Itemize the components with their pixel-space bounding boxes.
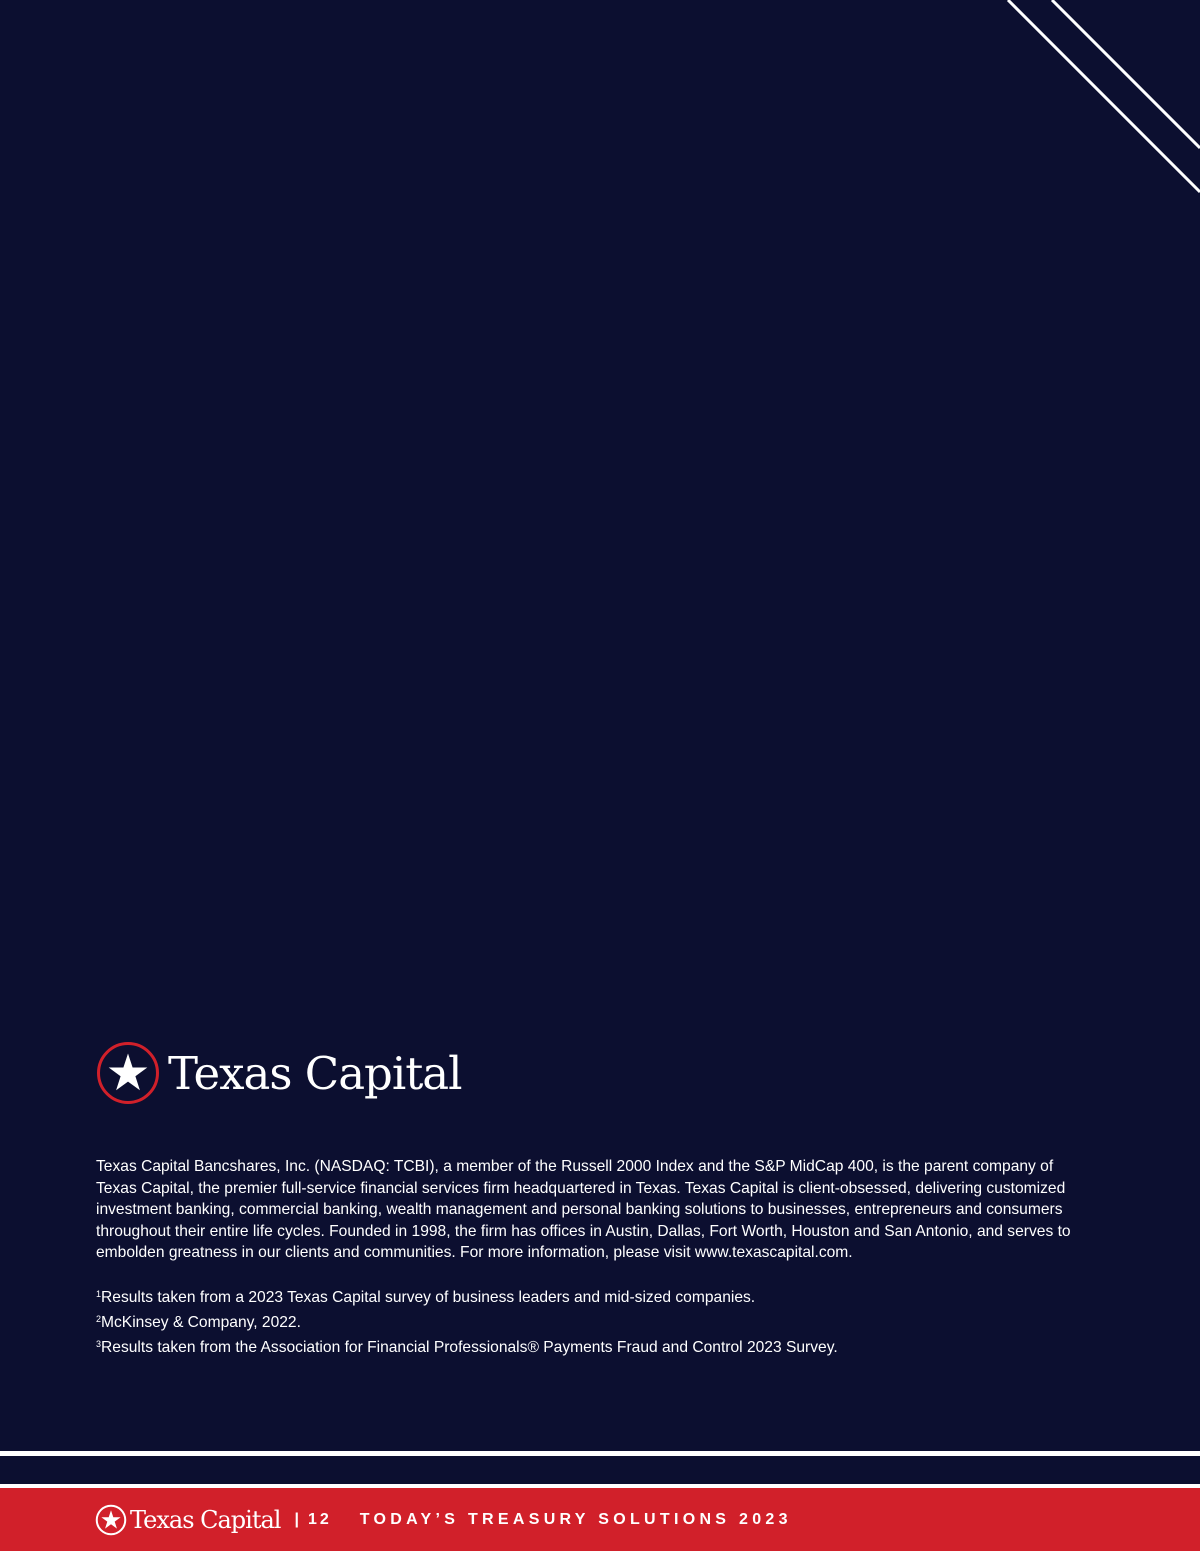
footnote-marker: 3	[96, 1338, 102, 1349]
logo-wordmark: Texas Capital	[168, 1046, 462, 1100]
footnotes	[96, 1284, 1096, 1358]
star-in-circle-icon	[96, 1041, 160, 1105]
footnote-1	[96, 1284, 1096, 1309]
footer-stripe-navy	[0, 1456, 1200, 1484]
publication-title: TODAY’S TREASURY SOLUTIONS 2023	[359, 1510, 792, 1528]
footnote-marker: 2	[96, 1313, 102, 1324]
footer-logo	[95, 1504, 280, 1536]
page-number: 12	[307, 1510, 332, 1528]
texas-capital-logo	[96, 1040, 462, 1106]
footnote-text: Results taken from a 2023 Texas Capital survey of business leaders and mid-sized companies.	[101, 1289, 756, 1306]
star-in-circle-icon	[95, 1504, 127, 1536]
footer-wordmark: Texas Capital	[130, 1505, 281, 1534]
footnote-2	[96, 1309, 1096, 1334]
footer-separator: |	[294, 1510, 302, 1528]
corner-decorative-lines	[0, 0, 1200, 200]
company-description: Texas Capital Bancshares, Inc. (NASDAQ: TCBI), a member of the Russell 2000 Index and the S&P MidCap 400, is the parent company of Texas Capital, the premier full-service financial services firm headquartered in Texas. Texas Capital is client-obsessed, delivering customized investment banking, commercial banking, wealth management and personal banking solutions to businesses, entrepreneurs and consumers throughout their entire life cycles. Founded in 1998, the firm has offices in Austin, Dallas, Fort Worth, Houston and San Antonio, and serves to embolden greatness in our clients and communities. For more information, please visit www.texascapital.com.	[96, 1158, 1071, 1262]
footnote-3	[96, 1334, 1096, 1359]
footnote-text: McKinsey & Company, 2022.	[101, 1313, 301, 1331]
footnote-text: Results taken from the Association for Financial Professionals® Payments Fraud and Control 2023 Survey.	[101, 1338, 838, 1356]
footnote-marker: 1	[96, 1289, 102, 1299]
page-footer	[0, 1488, 1200, 1551]
